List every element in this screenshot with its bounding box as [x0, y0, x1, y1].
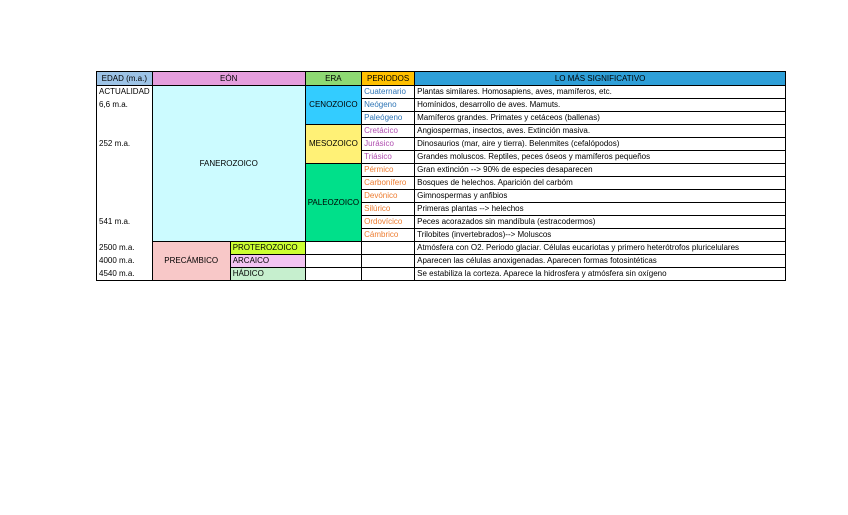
age-cell: [97, 151, 153, 164]
era-empty: [305, 242, 361, 255]
significant-cell: Peces acorazados sin mandíbula (estracodermos): [415, 216, 786, 229]
age-cell: 2500 m.a.: [97, 242, 153, 255]
eon-precambrico: PRECÁMBICO: [152, 242, 230, 281]
significant-cell: Homínidos, desarrollo de aves. Mamuts.: [415, 99, 786, 112]
significant-cell: Dinosaurios (mar, aire y tierra). Belenmites (cefalópodos): [415, 138, 786, 151]
age-cell: 252 m.a.: [97, 138, 153, 151]
era-empty: [305, 255, 361, 268]
period-cell: Paleógeno: [362, 112, 415, 125]
significant-cell: Se estabiliza la corteza. Aparece la hidrosfera y atmósfera sin oxígeno: [415, 268, 786, 281]
eon-arcaico: ARCAICO: [230, 255, 305, 268]
significant-cell: Gimnospermas y anfibios: [415, 190, 786, 203]
period-cell: Cuaternario: [362, 86, 415, 99]
significant-cell: Atmósfera con O2. Periodo glaciar. Células eucariotas y primero heterótrofos pluricelulares: [415, 242, 786, 255]
significant-cell: Grandes moluscos. Reptiles, peces óseos y mamíferos pequeños: [415, 151, 786, 164]
age-cell: [97, 164, 153, 177]
significant-cell: Trilobites (invertebrados)--> Moluscos: [415, 229, 786, 242]
period-empty: [362, 268, 415, 281]
header-periodos: PERIODOS: [362, 72, 415, 86]
eon-fanerozoico: FANEROZOICO: [152, 86, 305, 242]
table-row: [97, 86, 786, 99]
period-cell: Silúrico: [362, 203, 415, 216]
period-cell: Triásico: [362, 151, 415, 164]
era-cenozoico: CENOZOICO: [305, 86, 361, 125]
age-cell: [97, 203, 153, 216]
significant-cell: Angiospermas, insectos, aves. Extinción masiva.: [415, 125, 786, 138]
significant-cell: Gran extinción --> 90% de especies desaparecen: [415, 164, 786, 177]
period-empty: [362, 255, 415, 268]
significant-cell: Aparecen las células anoxigenadas. Aparecen formas fotosintéticas: [415, 255, 786, 268]
significant-cell: Plantas similares. Homosapiens, aves, mamíferos, etc.: [415, 86, 786, 99]
age-cell: [97, 125, 153, 138]
table-row: [97, 242, 786, 255]
significant-cell: Bosques de helechos. Aparición del carbóm: [415, 177, 786, 190]
period-cell: Carbonífero: [362, 177, 415, 190]
eon-hadico: HÁDICO: [230, 268, 305, 281]
period-cell: Pérmico: [362, 164, 415, 177]
age-cell: [97, 112, 153, 125]
header-edad: EDAD (m.a.): [97, 72, 153, 86]
age-cell: 4000 m.a.: [97, 255, 153, 268]
geologic-time-table: [96, 71, 786, 281]
age-cell: [97, 190, 153, 203]
era-mesozoico: MESOZOICO: [305, 125, 361, 164]
period-cell: Cámbrico: [362, 229, 415, 242]
period-cell: Cretácico: [362, 125, 415, 138]
period-cell: Jurásico: [362, 138, 415, 151]
age-cell: [97, 177, 153, 190]
age-cell: [97, 229, 153, 242]
header-row: [97, 72, 786, 86]
significant-cell: Primeras plantas --> helechos: [415, 203, 786, 216]
era-paleozoico: PALEOZOICO: [305, 164, 361, 242]
period-cell: Ordovícico: [362, 216, 415, 229]
period-cell: Neógeno: [362, 99, 415, 112]
period-cell: Devónico: [362, 190, 415, 203]
significant-cell: Mamíferos grandes. Primates y cetáceos (ballenas): [415, 112, 786, 125]
header-significativo: LO MÁS SIGNIFICATIVO: [415, 72, 786, 86]
eon-proterozoico: PROTEROZOICO: [230, 242, 305, 255]
header-era: ERA: [305, 72, 361, 86]
period-empty: [362, 242, 415, 255]
age-cell: 6,6 m.a.: [97, 99, 153, 112]
header-eon: EÓN: [152, 72, 305, 86]
age-cell: 4540 m.a.: [97, 268, 153, 281]
era-empty: [305, 268, 361, 281]
age-cell: 541 m.a.: [97, 216, 153, 229]
age-cell: ACTUALIDAD: [97, 86, 153, 99]
